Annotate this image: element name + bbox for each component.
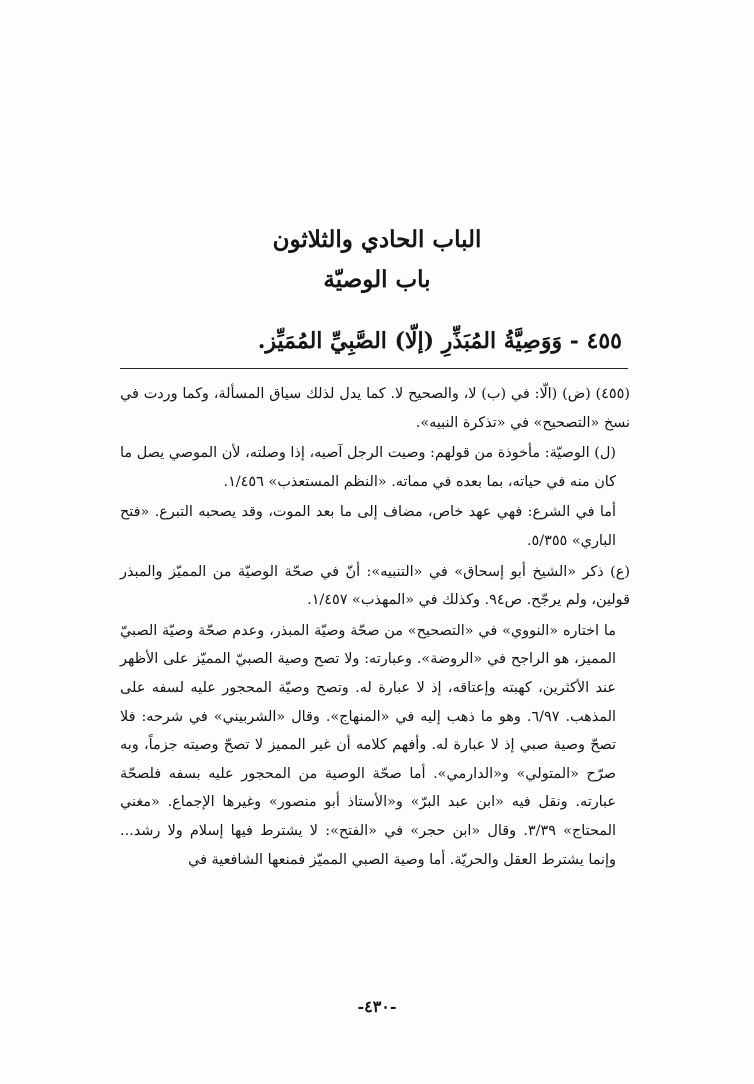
note-paragraph: (ع) ذكر «الشيخ أبو إسحاق» في «التنبيه»: أنّ في صحّة الوصيّة من المميّز والمبذر قولين، ولم يرجّح. ص٩٤. وكذلك في «المهذب» ١/٤٥٧. (120, 563, 630, 609)
footnote-divider (120, 368, 628, 369)
note-paragraph: (٤٥٥) (ض) (الّا: في (ب) لا، والصحيح لا. كما يدل لذلك سياق المسألة، وكما وردت في نسخ «التصحيح» في «تذكرة النبيه». (120, 386, 630, 431)
main-text-line: ٤٥٥ - وَوَصِيَّةُ المُبَذِّرِ (إلّا) الصَّبِيِّ المُمَيِّز. (257, 328, 622, 354)
section-title: باب الوصيّة (323, 266, 431, 293)
note-paragraph: ما اختاره «النووي» في «التصحيح» من صحّة وصيّة المبذر، وعدم صحّة وصيّة الصبيّ المميز، هو الراجح في «الروضة». وعبارته: ولا تصح وصية الصبيّ المميّز على الأظهر عند الأكثرين، كهبته وإعتاقه، إذ لا عبارة له. وتصح وصيّة المحجور عليه لسفه على المذهب. ٦/٩٧. وهو ما ذهب إليه في «المنهاج». وقال «الشربيني» في شرحه: فلا تصحّ وصية صبي إذ لا عبارة له. وأفهم كلامه أن غير المميز لا تصحّ وصيته جزماً، وبه صرّح «المتولي» و«الدارمي». أما صحّة الوصية من المحجور عليه بسفه فلصحّة عبارته. ونقل فيه «ابن عبد البرّ» و«الأستاذ أبو منصور» وغيرها الإجماع. «مغني المحتاج» ٣/٣٩. وقال «ابن حجر» في «الفتح»: لا يشترط فيها إسلام ولا رشد... وإنما يشترط العقل والحريّة. أما وصية الصبي المميّز فمنعها الشافعية في (120, 622, 617, 868)
note-paragraph: أما في الشرع: فهي عهد خاص، مضاف إلى ما بعد الموت، وقد يصحبه التبرع. «فتح الباري» ٥/٣٥٥. (120, 504, 616, 549)
commentary-notes (120, 380, 630, 876)
page-number: -٤٣٠- (357, 997, 397, 1016)
note-paragraph: (ل) الوصيّة: مأخوذة من قولهم: وصيت الرجل آصيه، إذا وصلته، لأن الموصي يصل ما كان منه في حياته، بما بعده في مماته. «النظم المستعذب» ١/٤٥٦. (120, 445, 616, 490)
chapter-title: الباب الحادي والثلاثون (272, 226, 482, 253)
